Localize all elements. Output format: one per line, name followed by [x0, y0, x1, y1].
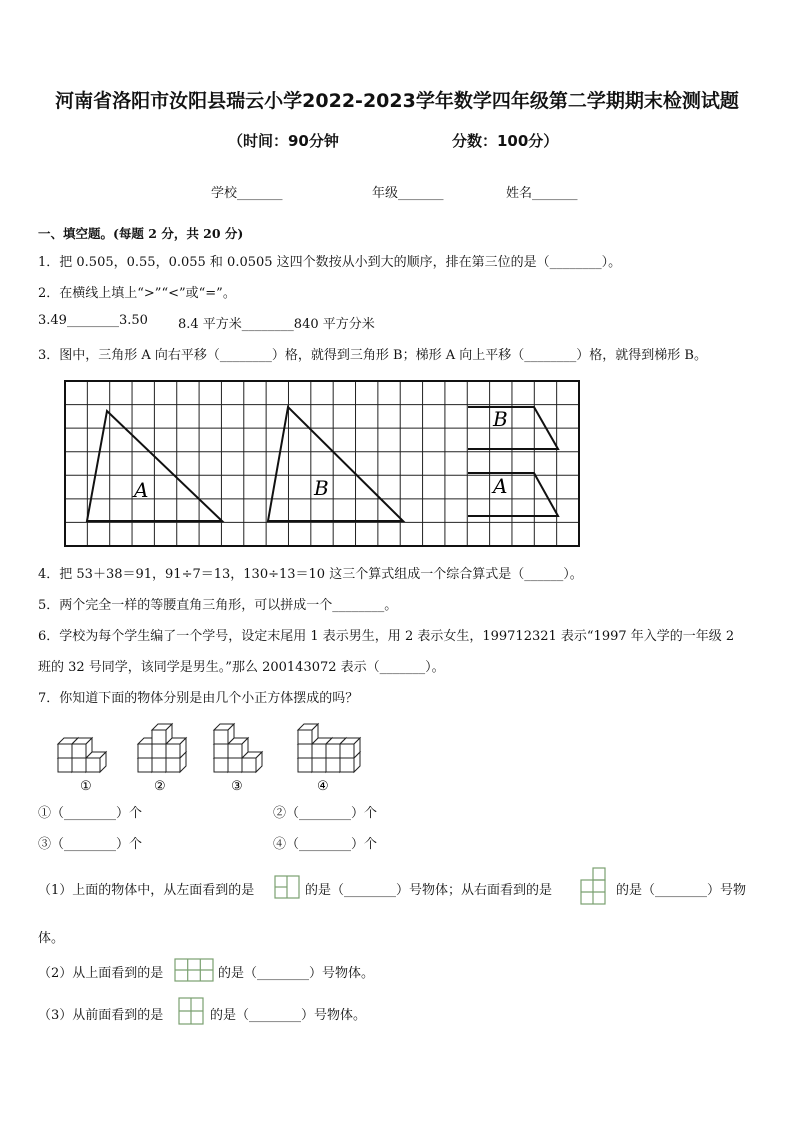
- top-view-grid-icon: [174, 958, 214, 982]
- question-5: 5．两个完全一样的等腰直角三角形，可以拼成一个________。: [38, 598, 398, 613]
- label-trapezoid-a: A: [493, 474, 508, 498]
- question-3: 3．图中，三角形 A 向右平移（________）格，就得到三角形 B；梯形 A 向上平移（________）格，就得到梯形 B。: [38, 348, 707, 363]
- question-4: 4．把 53＋38＝91，91÷7＝13，130÷13＝10 这三个算式组成一个综合算式是（______）。: [38, 567, 583, 582]
- label-triangle-b: B: [314, 476, 329, 500]
- subq-1-part-d: 体。: [38, 931, 65, 946]
- figure-caption-3: ③: [231, 779, 243, 794]
- section-heading: 一、填空题。(每题 2 分，共 20 分): [38, 226, 244, 241]
- answer-4: ④（________）个: [273, 837, 378, 852]
- cube-figures: [50, 718, 370, 794]
- question-2-part-a: 3.49________3.50: [38, 313, 148, 328]
- answer-3: ③（________）个: [38, 837, 143, 852]
- subq-3-part-b: 的是（________）号物体。: [210, 1008, 367, 1023]
- cube-fig2: [152, 724, 172, 744]
- question-6-line-1: 6．学校为每个学生编了一个学号，设定末尾用 1 表示男生，用 2 表示女生，199712321 表示“1997 年入学的一年级 2: [38, 629, 735, 644]
- subq-1-part-b: 的是（________）号物体；从右面看到的是: [305, 883, 553, 898]
- cube-fig4: [298, 724, 318, 744]
- figure-caption-4: ④: [317, 779, 329, 794]
- cube-fig1: [72, 738, 92, 758]
- exam-score: 分数：100分）: [452, 132, 559, 150]
- name-field[interactable]: 姓名_______: [506, 186, 578, 201]
- figure-caption-1: ①: [80, 779, 92, 794]
- question-2: 2．在横线上填上“>”“<”或“=”。: [38, 286, 236, 301]
- school-field[interactable]: 学校_______: [211, 186, 283, 201]
- subq-1-part-a: （1）上面的物体中，从左面看到的是: [38, 883, 255, 898]
- question-1: 1．把 0.505，0.55，0.055 和 0.0505 这四个数按从小到大的顺序，排在第三位的是（________）。: [38, 255, 622, 270]
- trapezoid-a: [468, 473, 558, 516]
- right-view-grid-icon: [580, 867, 606, 905]
- label-trapezoid-b: B: [493, 407, 508, 431]
- cube-fig3: [214, 724, 234, 744]
- left-view-grid-icon: [274, 875, 300, 899]
- front-view-grid-icon: [178, 997, 204, 1025]
- translation-grid-figure: [64, 378, 584, 550]
- question-2-part-b: 8.4 平方米________840 平方分米: [178, 317, 375, 332]
- grade-field[interactable]: 年级_______: [372, 186, 444, 201]
- page-title: 河南省洛阳市汝阳县瑞云小学2022-2023学年数学四年级第二学期期末检测试题: [55, 90, 739, 112]
- exam-time: （时间：90分钟: [228, 132, 339, 150]
- subq-2-part-a: （2）从上面看到的是: [38, 966, 164, 981]
- subq-3-part-a: （3）从前面看到的是: [38, 1008, 164, 1023]
- question-6-line-2: 班的 32 号同学，该同学是男生。”那么 200143072 表示（_______）。: [38, 660, 445, 675]
- answer-2: ②（________）个: [273, 806, 378, 821]
- figure-caption-2: ②: [154, 779, 166, 794]
- subq-1-part-c: 的是（________）号物: [616, 883, 747, 898]
- question-7: 7．你知道下面的物体分别是由几个小正方体摆成的吗？: [38, 691, 359, 706]
- answer-1: ①（________）个: [38, 806, 143, 821]
- cube-fig4: [340, 738, 360, 758]
- subq-2-part-b: 的是（________）号物体。: [218, 966, 375, 981]
- label-triangle-a: A: [134, 478, 149, 502]
